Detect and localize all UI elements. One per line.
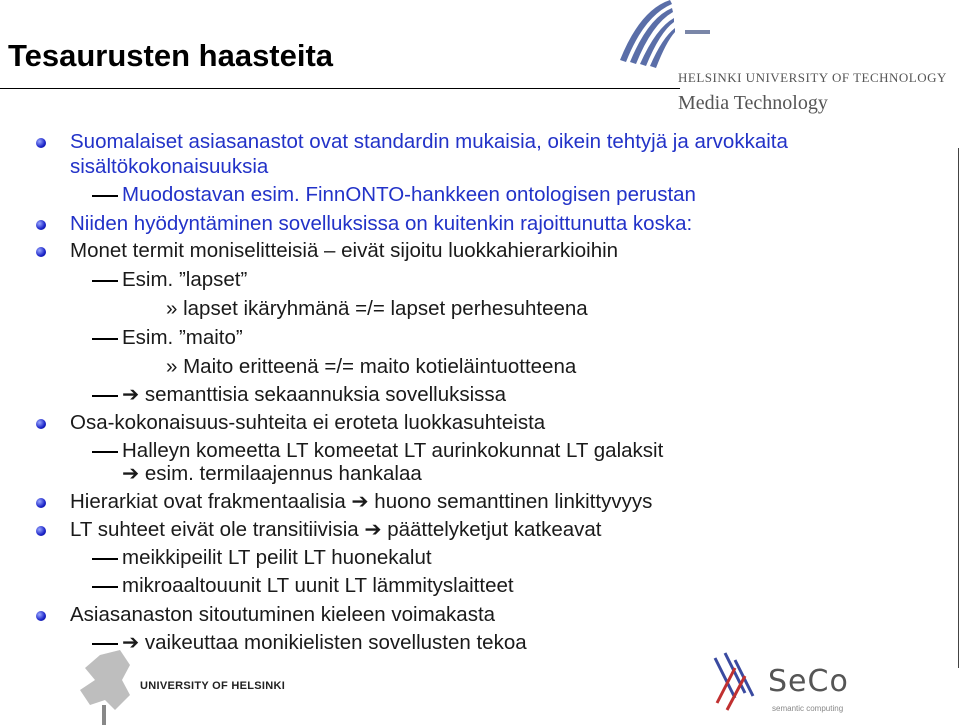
bullet-marker bbox=[36, 611, 46, 621]
dash-marker bbox=[92, 451, 118, 453]
bullet-text-level-1: Hierarkiat ovat frakmentaalisia ➔ huono semanttinen linkittyvyys bbox=[70, 490, 653, 513]
bullet-text-level-1: Monet termit moniselitteisiä – eivät sijoitu luokkahierarkioihin bbox=[70, 239, 619, 262]
bullet-marker bbox=[36, 247, 46, 257]
dash-marker bbox=[92, 195, 118, 197]
bullet-text-level-2: mikroaaltouunit LT uunit LT lämmityslaitteet bbox=[122, 574, 514, 597]
right-divider bbox=[958, 148, 959, 668]
hut-unit-name: Media Technology bbox=[678, 92, 828, 114]
bullet-text-level-1: Suomalaiset asiasanastot ovat standardin mukaisia, oikein tehtyjä ja arvokkaita bbox=[70, 130, 788, 153]
bullet-text-level-2: meikkipeilit LT peilit LT huonekalut bbox=[122, 546, 432, 569]
dash-marker bbox=[92, 395, 118, 397]
bullet-text-level-1: Osa-kokonaisuus-suhteita ei eroteta luokkasuhteista bbox=[70, 411, 546, 434]
bullet-text-level-2: ➔ esim. termilaajennus hankalaa bbox=[122, 462, 422, 485]
bullet-text-level-1: LT suhteet eivät ole transitiivisia ➔ päättelyketjut katkeavat bbox=[70, 518, 602, 541]
bullet-marker bbox=[36, 498, 46, 508]
bullet-text-level-2: Halleyn komeetta LT komeetat LT aurinkokunnat LT galaksit bbox=[122, 439, 664, 462]
helsinki-university-name: UNIVERSITY OF HELSINKI bbox=[140, 680, 286, 692]
hut-university-name: HELSINKI UNIVERSITY OF TECHNOLOGY bbox=[678, 70, 947, 85]
dash-marker bbox=[92, 558, 118, 560]
bullet-text-level-2: Esim. ”lapset” bbox=[122, 268, 248, 291]
bullet-text-level-2: Esim. ”maito” bbox=[122, 326, 243, 349]
bullet-marker bbox=[36, 526, 46, 536]
dash-marker bbox=[92, 338, 118, 340]
bullet-marker bbox=[36, 138, 46, 148]
bullet-text-level-1: sisältökokonaisuuksia bbox=[70, 155, 269, 178]
dash-marker bbox=[92, 280, 118, 282]
bullet-text-level-2: ➔ vaikeuttaa monikielisten sovellusten tekoa bbox=[122, 631, 527, 654]
bullet-text-level-2: ➔ semanttisia sekaannuksia sovelluksissa bbox=[122, 383, 507, 406]
bullet-text-level-3: » Maito eritteenä =/= maito kotieläintuotteena bbox=[166, 355, 577, 378]
bullet-text-level-3: » lapset ikäryhmänä =/= lapset perhesuhteena bbox=[166, 297, 588, 320]
bullet-text-level-1: Asiasanaston sitoutuminen kieleen voimakasta bbox=[70, 603, 496, 626]
slide-title: Tesaurusten haasteita bbox=[8, 38, 334, 73]
seco-name: SeCo bbox=[768, 664, 849, 699]
seco-subtitle: semantic computing bbox=[772, 704, 844, 713]
bullet-marker bbox=[36, 220, 46, 230]
dash-marker bbox=[92, 586, 118, 588]
bullet-text-level-1: Niiden hyödyntäminen sovelluksissa on kuitenkin rajoittunutta koska: bbox=[70, 212, 693, 235]
bullet-marker bbox=[36, 419, 46, 429]
bullet-text-level-2: Muodostavan esim. FinnONTO-hankkeen ontologisen perustan bbox=[122, 183, 696, 206]
